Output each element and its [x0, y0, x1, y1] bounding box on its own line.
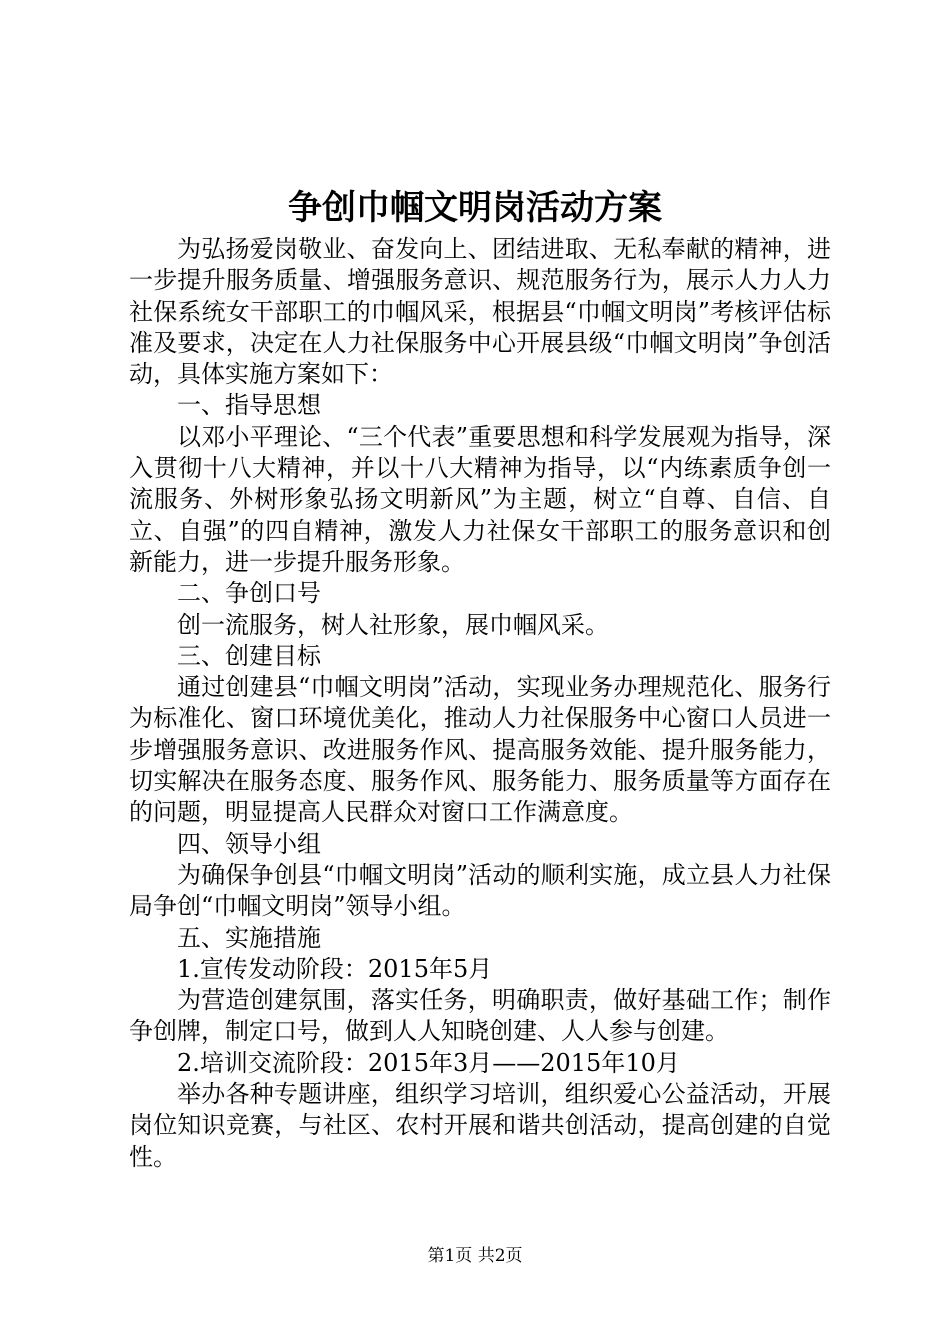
page-number-footer: 第1页 共2页	[427, 1246, 523, 1266]
section-heading-leadership: 四、领导小组	[177, 829, 321, 858]
document-body	[129, 234, 831, 1173]
measures-step-2-heading: 2.培训交流阶段：2015年3月——2015年10月	[177, 1048, 680, 1077]
measures-step-1-heading: 1.宣传发动阶段：2015年5月	[177, 954, 493, 983]
goals-paragraph: 通过创建县“巾帼文明岗”活动，实现业务办理规范化、服务行为标准化、窗口环境优美化，推动人力社保服务中心窗口人员进一步增强服务意识、改进服务作风、提高服务效能、提升服务能力，切实解决在服务态度、服务作风、服务能力、服务质量等方面存在的问题，明显提高人民群众对窗口工作满意度。	[129, 673, 831, 827]
intro-paragraph: 为弘扬爱岗敬业、奋发向上、团结进取、无私奉献的精神，进一步提升服务质量、增强服务意识、规范服务行为，展示人力人力社保系统女干部职工的巾帼风采，根据县“巾帼文明岗”考核评估标准及要求，决定在人力社保服务中心开展县级“巾帼文明岗”争创活动，具体实施方案如下：	[129, 235, 831, 389]
leadership-paragraph: 为确保争创县“巾帼文明岗”活动的顺利实施，成立县人力社保局争创“巾帼文明岗”领导小组。	[129, 860, 831, 921]
section-heading-goals: 三、创建目标	[177, 641, 321, 670]
slogan-paragraph: 创一流服务，树人社形象，展巾帼风采。	[177, 610, 609, 639]
section-heading-guiding-thought: 一、指导思想	[177, 391, 321, 420]
measures-step-2-paragraph: 举办各种专题讲座，组织学习培训，组织爱心公益活动，开展岗位知识竞赛，与社区、农村开展和谐共创活动，提高创建的自觉性。	[129, 1080, 831, 1171]
guiding-thought-paragraph: 以邓小平理论、“三个代表”重要思想和科学发展观为指导，深入贯彻十八大精神，并以十八大精神为指导，以“内练素质争创一流服务、外树形象弘扬文明新风”为主题，树立“自尊、自信、自立、自强”的四自精神，激发人力社保女干部职工的服务意识和创新能力，进一步提升服务形象。	[129, 422, 831, 576]
section-heading-measures: 五、实施措施	[177, 923, 321, 952]
document-title: 争创巾帼文明岗活动方案	[288, 188, 662, 228]
section-heading-slogan: 二、争创口号	[177, 579, 321, 608]
measures-step-1-paragraph: 为营造创建氛围，落实任务，明确职责，做好基础工作；制作争创牌，制定口号，做到人人知晓创建、人人参与创建。	[129, 986, 831, 1046]
